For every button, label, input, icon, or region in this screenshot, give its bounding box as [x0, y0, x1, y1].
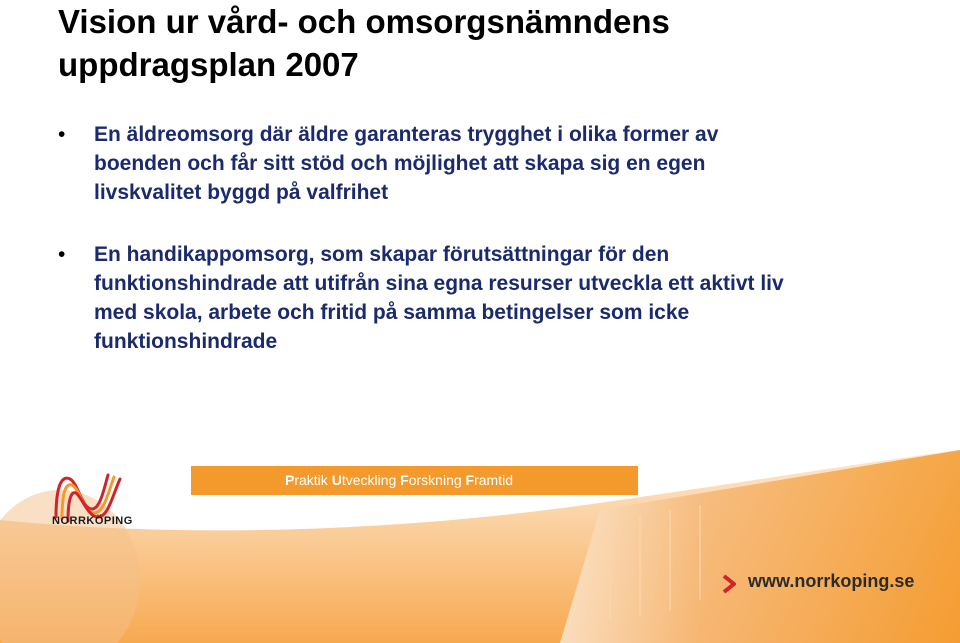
bullet-icon: •: [58, 243, 66, 266]
bullet-text-line: med skola, arbete och fritid på samma betingelser som icke: [94, 301, 690, 324]
slide-title: [58, 0, 918, 86]
tagline-word: orskning: [408, 472, 466, 488]
tagline-word: ramtid: [474, 472, 514, 488]
bullet-text-line: funktionshindrade: [94, 330, 278, 353]
bullet-item-disability-care: [58, 240, 918, 356]
tagline-initial: P: [285, 472, 295, 488]
tagline-word: raktik: [294, 472, 332, 488]
bullet-text-line: En handikappomsorg, som skapar förutsättningar för den: [94, 243, 670, 266]
tagline-initial: U: [331, 472, 342, 488]
title-line-2: uppdragsplan 2007: [58, 46, 359, 83]
bullet-text-line: funktionshindrade att utifrån sina egna resurser utveckla ett aktivt liv: [94, 272, 784, 295]
bullet-item-elderly-care: [58, 120, 918, 207]
logo-wordmark: NORRKÖPING: [52, 515, 133, 527]
arrow-icon: [720, 573, 746, 595]
title-line-1: Vision ur vård- och omsorgsnämndens: [58, 3, 670, 40]
website-link[interactable]: www.norrkoping.se: [748, 571, 915, 591]
tagline-initial: F: [400, 472, 409, 488]
bullet-text-line: En äldreomsorg där äldre garanteras trygghet i olika former av: [94, 123, 719, 146]
tagline-bar: [191, 466, 638, 495]
bullet-text-line: boenden och får sitt stöd och möjlighet att skapa sig en egen: [94, 152, 706, 175]
bullet-list: [58, 120, 918, 356]
tagline-initial: F: [465, 472, 475, 488]
bullet-icon: •: [58, 123, 66, 146]
tagline-word: tveckling: [341, 472, 401, 488]
bullet-text-line: livskvalitet byggd på valfrihet: [94, 181, 389, 204]
